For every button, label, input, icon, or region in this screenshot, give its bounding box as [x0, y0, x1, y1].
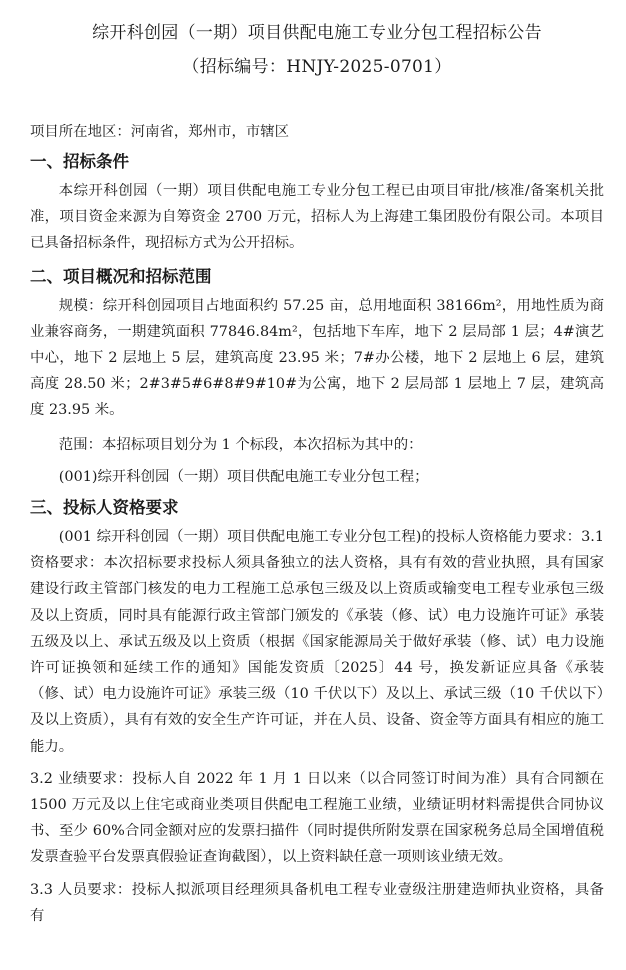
- qualification-requirements-paragraph: (001 综开科创园（一期）项目供配电施工专业分包工程)的投标人资格能力要求：3.1 资格要求：本次招标要求投标人须具备独立的法人资格，具有有效的营业执照，具有国家建设行政主管部门核发的电力工程施工总承包三级及以上资质或输变电工程专业承包三级及以上资质，同时具有能源行政主管部门颁发的《承装（修、试）电力设施许可证》承装五级及以上、承试五级及以上资质（根据《国家能源局关于做好承装（修、试）电力设施许可证换领和延续工作的通知》国能发资质〔2025〕44 号，换发新证应具备《承装（修、试）电力设施许可证》承装三级（10 千伏以下）及以上、承试三级（10 千伏以下）及以上资质），具有有效的安全生产许可证，并在人员、设备、资金等方面具有相应的施工能力。: [30, 529, 604, 755]
- performance-requirements-paragraph: 3.2 业绩要求：投标人自 2022 年 1 月 1 日以来（以合同签订时间为准）具有合同额在 1500 万元及以上住宅或商业类项目供配电工程施工业绩，业绩证明材料需提供合同协议书、至少 60%合同金额对应的发票扫描件（同时提供所附发票在国家税务总局全国增值税发票查验平台发票真假验证查询截图），以上资料缺任意一项则该业绩无效。: [30, 770, 604, 866]
- project-scale-paragraph: 规模：综开科创园项目占地面积约 57.25 亩，总用地面积 38166m²，用地性质为商业兼容商务，一期建筑面积 77846.84m²，包括地下车库，地下 2 层局部 1 层；4#演艺中心，地下 2 层地上 5 层，建筑高度 23.95 米；7#办公楼，地下 2 层地上 6 层，建筑高度 28.50 米；2#3#5#6#8#9#10#为公寓，地下 2 层局部 1 层地上 7 层，建筑高度 23.95 米。: [30, 297, 604, 419]
- project-location: 项目所在地区：河南省，郑州市，市辖区: [30, 124, 290, 140]
- lot-item-paragraph: (001)综开科创园（一期）项目供配电施工专业分包工程；: [58, 468, 429, 485]
- section-heading-bidding-conditions: 一、招标条件: [30, 152, 129, 171]
- tender-number: （招标编号：HNJY-2025-0701）: [182, 57, 452, 77]
- document-title: 综开科创园（一期）项目供配电施工专业分包工程招标公告: [92, 23, 542, 43]
- personnel-requirements-paragraph: 3.3 人员要求：投标人拟派项目经理须具备机电工程专业壹级注册建造师执业资格，具备有: [30, 881, 604, 924]
- section-heading-project-overview: 二、项目概况和招标范围: [30, 266, 212, 286]
- project-scope-paragraph: 范围：本招标项目划分为 1 个标段，本次招标为其中的：: [58, 436, 423, 453]
- bidding-conditions-paragraph: 本综开科创园（一期）项目供配电施工专业分包工程已由项目审批/核准/备案机关批准，项目资金来源为自筹资金 2700 万元，招标人为上海建工集团股份有限公司。本项目已具备招标条件，现招标方式为公开招标。: [30, 183, 604, 252]
- section-heading-bidder-qualifications: 三、投标人资格要求: [30, 498, 179, 518]
